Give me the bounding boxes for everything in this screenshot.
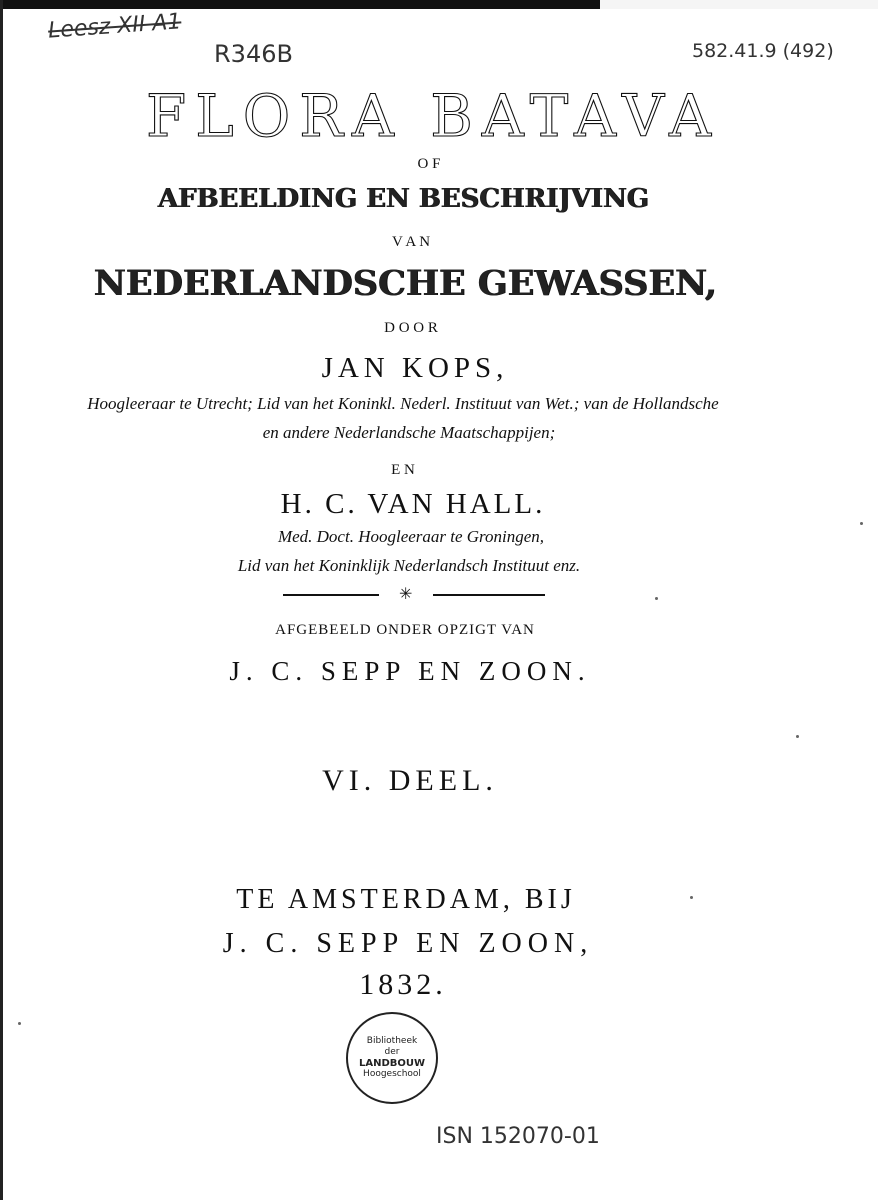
handwritten-classification: 582.41.9 (492) bbox=[692, 40, 834, 62]
illustrator-name: J. C. SEPP EN ZOON. bbox=[229, 656, 591, 686]
subtitle-gewassen: NEDERLANDSCHE GEWASSEN, bbox=[93, 263, 717, 304]
imprint-place: TE AMSTERDAM, BIJ bbox=[236, 884, 576, 915]
scan-edge-left bbox=[0, 0, 3, 1200]
stamp-line-4: Hoogeschool bbox=[363, 1069, 421, 1079]
imprint-publisher: J. C. SEPP EN ZOON, bbox=[222, 928, 594, 959]
scan-speck bbox=[860, 522, 863, 525]
author-kops: JAN KOPS, bbox=[321, 352, 509, 384]
subtitle-afbeelding: AFBEELDING EN BESCHRIJVING bbox=[157, 184, 649, 214]
title-van: V A N bbox=[391, 234, 431, 250]
handwritten-code: R346B bbox=[214, 40, 293, 68]
handwritten-inventory-number: ISN 152070-01 bbox=[436, 1124, 600, 1149]
author-van-hall-desc-2: Lid van het Koninklijk Nederlandsch Instituut enz. bbox=[237, 556, 581, 575]
scan-edge-top bbox=[0, 0, 878, 9]
scan-speck bbox=[18, 1022, 21, 1025]
title-door: D O O R bbox=[384, 320, 438, 336]
library-stamp bbox=[346, 1012, 438, 1104]
imprint-year: 1832. bbox=[359, 968, 447, 1001]
ornamental-divider bbox=[283, 584, 545, 603]
scan-speck bbox=[796, 735, 799, 738]
handwritten-shelfmark: Leesz XII A1 bbox=[47, 9, 183, 44]
title-en: E N bbox=[391, 462, 415, 478]
volume-number: VI. DEEL. bbox=[322, 764, 498, 797]
scan-speck bbox=[690, 896, 693, 899]
author-kops-desc-2: en andere Nederlandsche Maatschappijen; bbox=[262, 423, 556, 442]
title-of: O F bbox=[417, 156, 441, 172]
stamp-line-1: Bibliotheek bbox=[366, 1036, 418, 1046]
scan-speck bbox=[655, 597, 658, 600]
stamp-line-2: der bbox=[384, 1047, 400, 1057]
author-van-hall-desc-1: Med. Doct. Hoogleeraar te Groningen, bbox=[277, 527, 545, 546]
stamp-line-3: LANDBOUW bbox=[358, 1058, 426, 1069]
star-ornament-icon: ✳ bbox=[399, 584, 413, 603]
author-van-hall: H. C. VAN HALL. bbox=[280, 488, 546, 520]
author-kops-desc-1: Hoogleeraar te Utrecht; Lid van het Koninkl. Nederl. Instituut van Wet.; van de Hollandsche bbox=[87, 394, 719, 413]
illustrator-caption: AFGEBEELD ONDER OPZIGT VAN bbox=[275, 622, 535, 638]
book-title: FLORA BATAVA bbox=[146, 82, 720, 150]
